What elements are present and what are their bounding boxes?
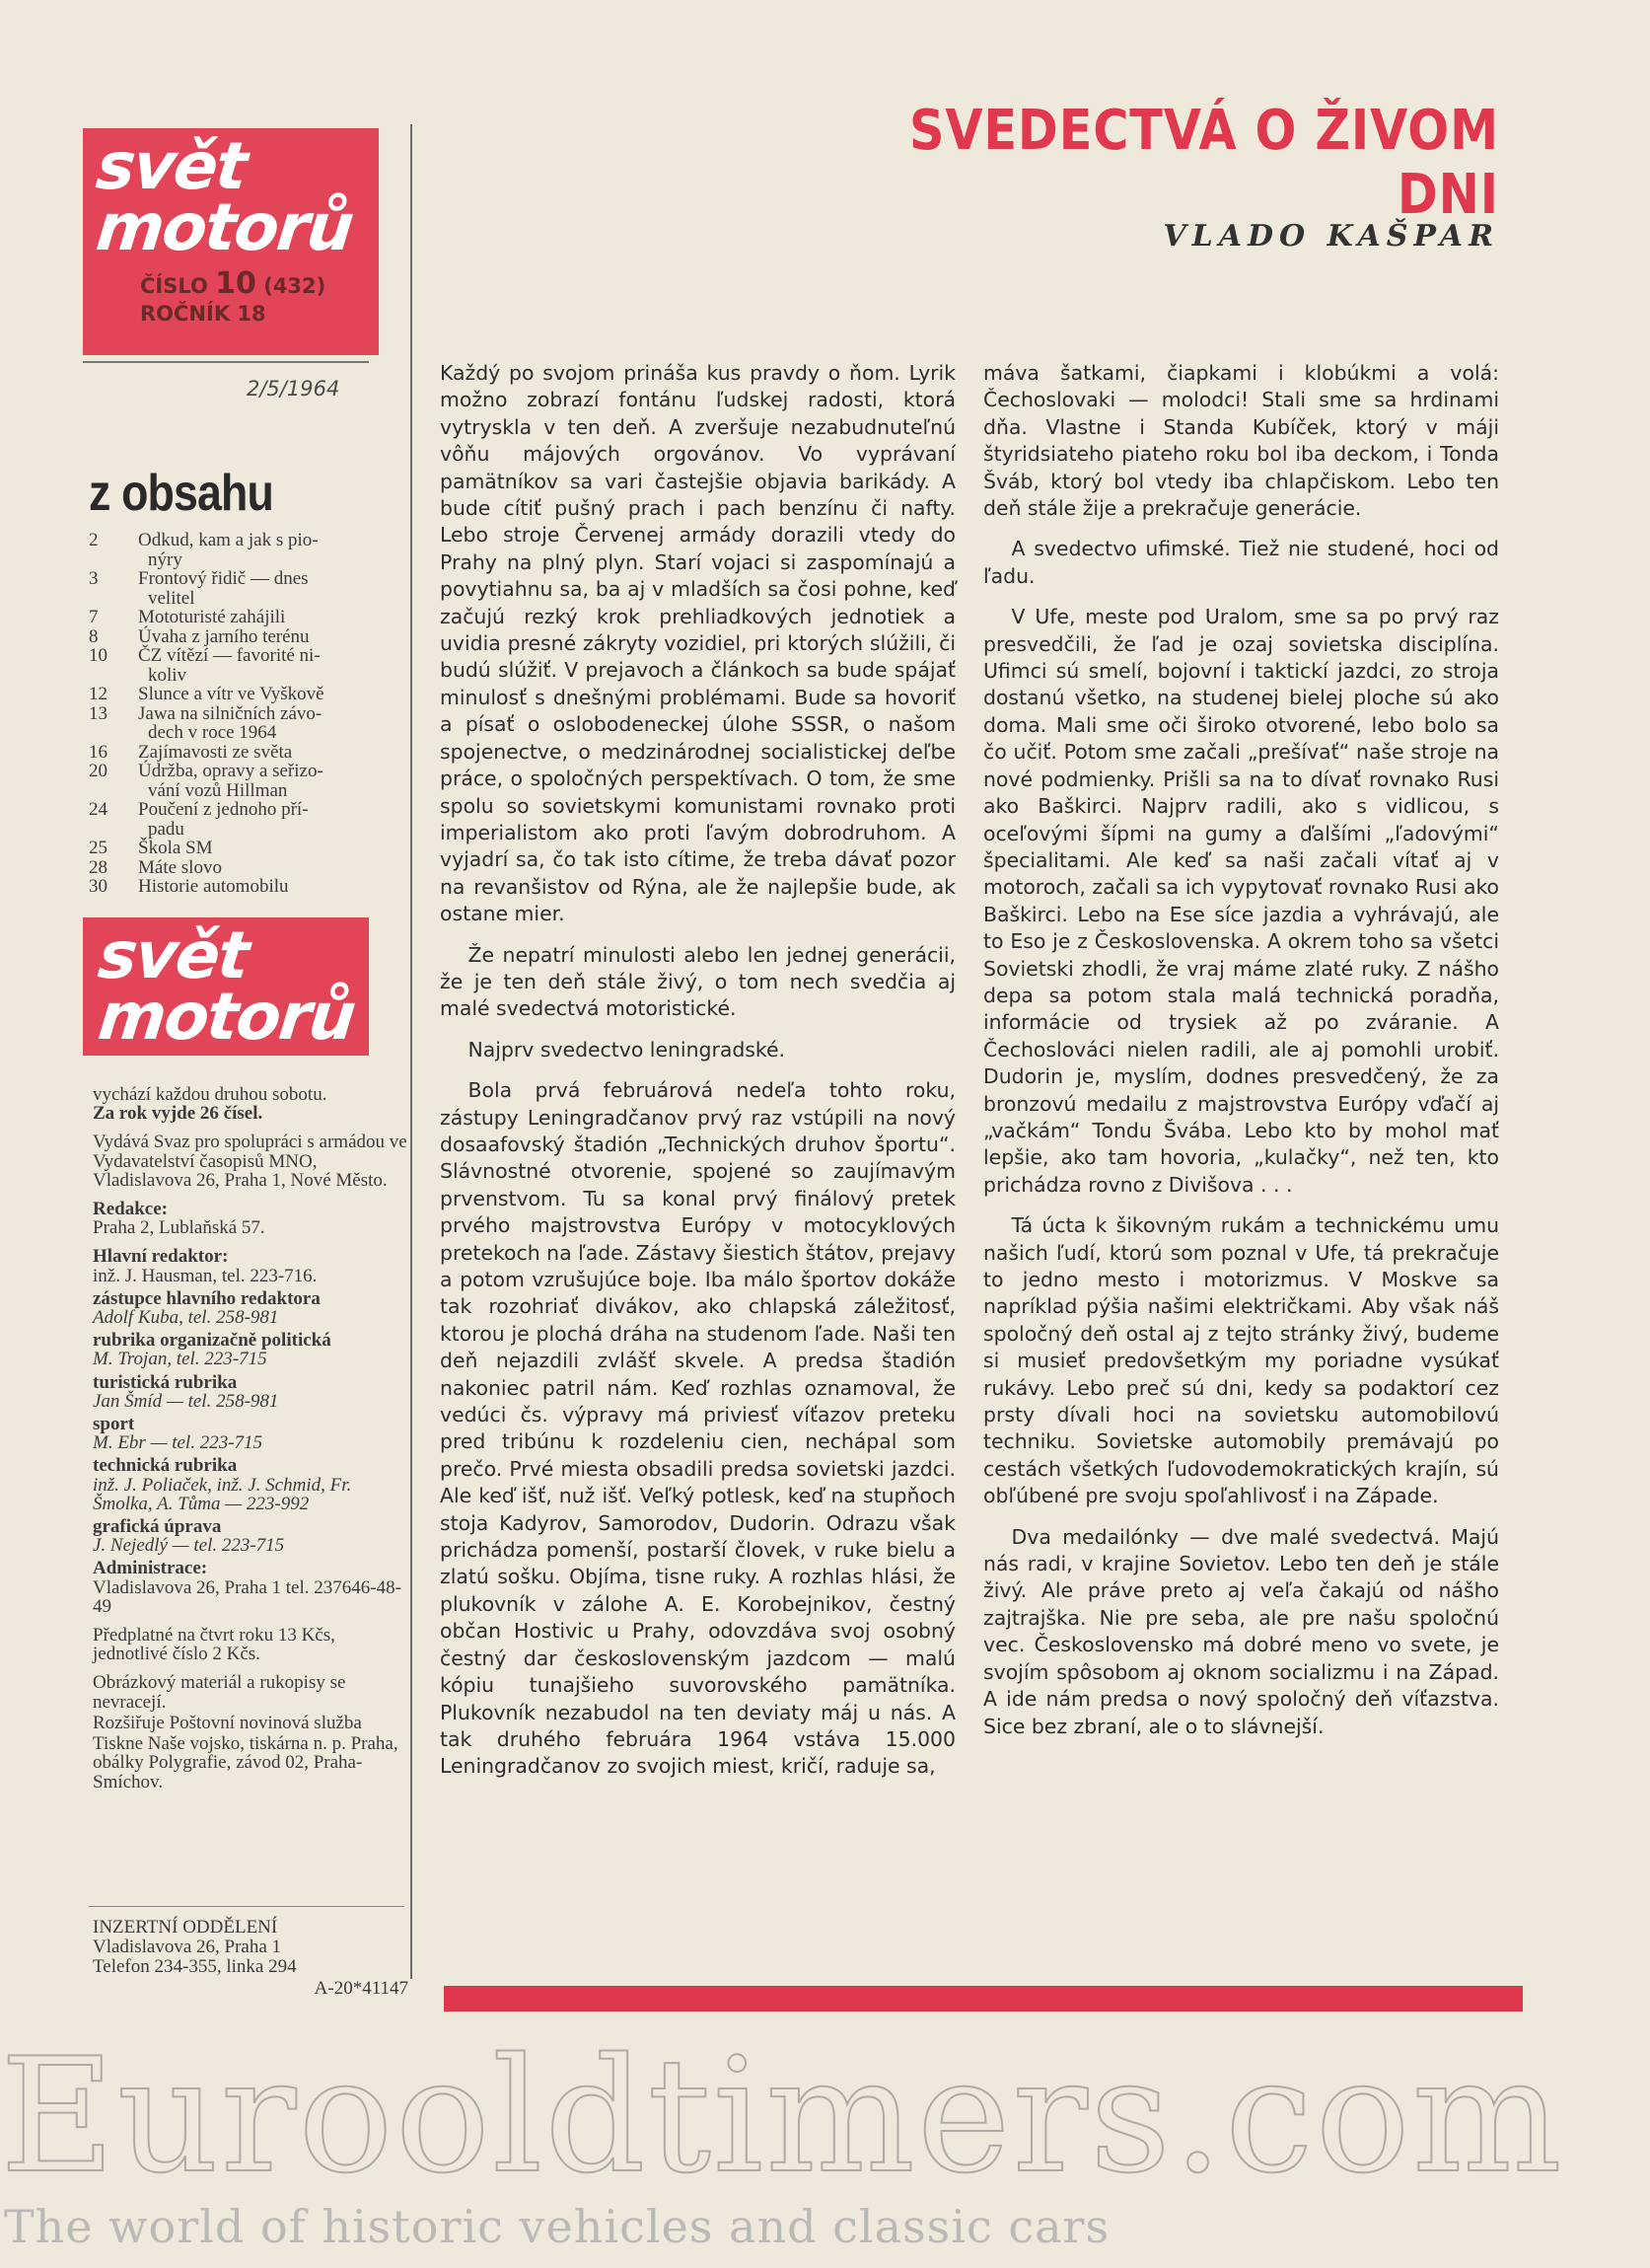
contents-title-text: [138, 646, 404, 685]
paragraph: Najprv svedectvo leningradské.: [467, 1037, 786, 1061]
contents-title-line: Poučení z jednoho pří-: [138, 799, 309, 820]
deputy-label: zástupce hlavního redaktora: [93, 1287, 321, 1309]
contents-page-number: 2: [89, 530, 99, 550]
tech: inž. J. Poliaček, inž. J. Schmid, Fr. Šmolka, A. Tůma — 223-992: [93, 1474, 352, 1514]
contents-item: [89, 627, 404, 647]
contents-title-line: Zajímavosti ze světa: [138, 741, 293, 763]
contents-title-continuation: padu: [148, 818, 184, 840]
contents-page-number: 20: [89, 761, 108, 781]
org: M. Trojan, tel. 223-715: [93, 1349, 267, 1370]
contents-title-line: ČZ vítězí — favorité ni-: [138, 645, 321, 666]
contents-title-text: [138, 685, 404, 704]
issue-info: [140, 266, 365, 328]
contents-title-line: Máte slovo: [138, 856, 222, 878]
contents-page-number: 16: [89, 741, 108, 763]
contents-item: [89, 743, 404, 763]
watermark: Eurooldtimers.com: [0, 2032, 1564, 2200]
ads-department: [93, 1918, 408, 1999]
masthead-logo-small: [83, 917, 369, 1056]
paragraph: máva šatkami, čiapkami i klobúkmi a volá: Čechoslovaki — molodci! Stali sme sa hrdinami dňa. Vlastne i Standa Kubíček, ktorý v máji štyridsiateho piateho roku bol iba deckom, i Tonda Šváb, ktorý bol vtedy iba chlapčiskom. Lebo ten deň stále žije a prekračuje generácie.: [983, 361, 1499, 521]
contents-item: [89, 608, 404, 627]
contents-title-continuation: dech v roce 1964: [148, 722, 277, 743]
contents-title-text: [138, 704, 404, 743]
chief: inž. J. Hausman, tel. 223-716.: [93, 1265, 318, 1286]
contents-title: z obsahu: [89, 465, 273, 522]
admin-label: Administrace:: [93, 1558, 208, 1579]
admin: Vladislavova 26, Praha 1 tel. 237646-48-49: [93, 1576, 401, 1617]
issue-date: 2/5/1964: [247, 377, 340, 401]
contents-title-text: [138, 569, 404, 608]
contents-title-text: [138, 839, 404, 858]
contents-item: [89, 685, 404, 704]
brand-line1: svět: [93, 128, 250, 204]
contents-title-text: [138, 858, 404, 878]
contents-item: [89, 531, 404, 569]
paragraph: Každý po svojom prináša kus pravdy o ňom. Lyrik možno zobrazí fontánu ľudskej radosti, ktorá vytryskla v ten deň. A zveršuje nezabudnuteľnú vôňu májových orgovánov. Vo vyprávaní pamätníkov sa vari častejšie objavia barikády. A bude cítiť pušný prach i pach benzínu či nafty. Lebo stroje Červenej armády dorazili vtedy do Prahy na plný plyn. Starí vojaci si zaspomínajú a povytiahnu sa, ba aj v mladších sa čosi pohne, keď začujú rezký krok prehliadkových jednotiek a uvidia presné zákryty vozidiel, pri ktorých slúžili, či budú slúžiť. V prejavoch a článkoch sa bude spájať minulosť s dnešnými problémami. Bude sa hovoriť a písať o oslobodeneckej úlohe SSSR, o našom spojenectve, o medzinárodnej socialistickej deľbe práce, o spoločných perspektívach. O tom, že sme spolu so sovietskymi komunistami rovnako proti imperialistom ako proti ľavým dobrodruhom. A vyjadrí sa, čo tak isto cítime, že treba dávať pozor na revanšistov od Rýna, ale že najlepšie bude, ak ostane mier.: [440, 361, 956, 926]
contents-title-line: Slunce a vítr ve Vyškově: [138, 684, 324, 704]
contents-title-line: Škola SM: [138, 838, 213, 858]
contents-title-text: [138, 743, 404, 763]
contents-page-number: 25: [89, 838, 108, 858]
contents-item: [89, 858, 404, 878]
red-rule: [444, 1986, 1523, 2012]
subscription: Předplatné na čtvrt roku 13 Kčs, jednotlivé číslo 2 Kčs.: [93, 1625, 335, 1665]
masthead-logo: [83, 128, 379, 355]
contents-title-continuation: vání vozů Hillman: [148, 779, 288, 801]
contents-list: [89, 531, 404, 897]
pictures-note: Obrázkový materiál a rukopisy se nevracejí.: [93, 1672, 346, 1713]
contents-title-line: Jawa na silničních závo-: [138, 702, 323, 724]
tech-label: technická rubrika: [93, 1455, 238, 1477]
contents-page-number: 28: [89, 856, 108, 878]
contents-title-line: Úvaha z jarního terénu: [138, 625, 310, 647]
contents-title-text: [138, 877, 404, 897]
contents-title-continuation: velitel: [148, 587, 195, 609]
issue-number: 10: [215, 266, 256, 301]
imprint-freq: vychází každou druhou sobotu.: [93, 1084, 327, 1105]
paragraph: Dva medailónky — dve malé svedectvá. Majú nás radi, v krajine Sovietov. Lebo ten deň je stále živý. Ale práve preto aj veľa čakajú od nášho zajtrajška. Nie pre seba, ale pre našu spoločnú vec. Československo má dobré meno vo svete, je svojím spôsobom aj oknom socializmu i na Západ. A ide nám predsa o nový spoločný deň víťazstva. Sice bez zbraní, ale o to slávnejší.: [983, 1524, 1499, 1738]
graphic-label: grafická úprava: [93, 1516, 222, 1538]
brand-line1: svět: [95, 917, 251, 993]
contents-page-number: 3: [89, 568, 99, 589]
graphic: J. Nejedlý — tel. 223-715: [93, 1535, 285, 1557]
contents-item: [89, 704, 404, 743]
tour: Jan Šmíd — tel. 258-981: [93, 1390, 279, 1412]
tour-label: turistická rubrika: [93, 1371, 238, 1393]
brand-line2: motorů: [93, 189, 356, 265]
contents-title-text: [138, 800, 404, 839]
contents-title-text: [138, 627, 404, 647]
contents-item: [89, 646, 404, 685]
contents-page-number: 12: [89, 684, 108, 704]
contents-item: [89, 839, 404, 858]
article-author: VLADO KAŠPAR: [1163, 219, 1499, 254]
editorial: Praha 2, Lublaňská 57.: [93, 1217, 265, 1239]
article-column-1: [440, 360, 956, 1794]
contents-title-continuation: koliv: [148, 664, 187, 686]
ads-title: INZERTNÍ ODDĚLENÍ: [93, 1917, 278, 1938]
paragraph: Tá úcta k šikovným rukám a technickému umu našich ľudí, ktorú som poznal v Ufe, tá prekračuje to jedno mesto i motorizmus. V Moskve sa napríklad pýšia našimi električkami. Aby však náš spoločný deň ostal aj z tejto stránky živý, budeme si musieť predovšetkým my poriadne vysúkať rukávy. Lebo preč sú dni, kedy sa podaktorí cez prsty dívali hoci na sovietsku automobilovú techniku. Sovietske automobily premávajú po cestách všetkých ľudovodemokratických krajín, sú obľúbené pre svoju spoľahlivosť i na Západe.: [983, 1213, 1499, 1508]
divider: [89, 1906, 404, 1907]
sport: M. Ebr — tel. 223-715: [93, 1432, 263, 1454]
article-column-2: [983, 360, 1499, 1754]
contents-page-number: 30: [89, 876, 108, 897]
contents-page-number: 8: [89, 625, 99, 647]
chief-label: Hlavní redaktor:: [93, 1246, 229, 1268]
contents-item: [89, 877, 404, 897]
divider: [83, 361, 369, 363]
article-headline: SVEDECTVÁ O ŽIVOM DNI: [908, 99, 1499, 227]
contents-title-line: Frontový řidič — dnes: [138, 568, 309, 589]
paragraph: Bola prvá februárová nedeľa tohto roku, zástupy Leningradčanov prvý raz vstúpili na nový dosaafovský štadión „Technických druhov športu“. Slávnostné otvorenie, spojené so zaujímavým prvenstvom. Tu sa konal prvý finálový pretek prvého majstrovstva Európy v motocyklových pretekoch na ľade. Zástavy šiestich štátov, prejavy a potom vzrušujúce boje. Iba málo športov dokáže tak rozohriať divákov, ako chlapská záležitosť, ktorou je plochá dráha na studenom ľade. Naši ten deň nejazdili zvlášť skvele. A predsa štadión nakoniec patril nám. Keď rozhlas oznamoval, že vedúci čs. výpravy má priviesť víťazov preteku pred tribúnu k rozdeleniu cien, nechápal som prečo. Prvé miesta obsadili predsa sovietski jazdci. Ale keď išť, nuž išť. Veľký potlesk, keď na stupňoch stoja Kadyrov, Samorodov, Dudorin. Odrazu však prichádza pomenší, postarší človek, v ruke bielu a zlatú sošku. Objíma, tisne ruky. A rozhlas hlási, že plukovník v zálohe A. E. Korobejnikov, čestný občan Hostivic u Prahy, odovzdáva svoj osobný čestný dar československým jazdcom — malú kópiu tunajšieho suvorovského pamätníka. Plukovník nezabudol na ten deviaty máj u nás. A tak druhého februára 1964 vstáva 15.000 Leningradčanov zo svojich miest, kričí, raduje sa,: [440, 1078, 956, 1779]
watermark-tagline: The world of historic vehicles and classic cars: [4, 2200, 1111, 2253]
sport-label: sport: [93, 1414, 135, 1435]
contents-title-line: Údržba, opravy a seřizo-: [138, 761, 323, 781]
brand-line2: motorů: [95, 979, 358, 1055]
org-label: rubrika organizačně politická: [93, 1330, 331, 1352]
print-code: A-20*41147: [314, 1978, 408, 1999]
contents-title-line: Mototuristé zahájili: [138, 607, 286, 627]
distribution: Rozšiřuje Poštovní novinová služba: [93, 1712, 362, 1733]
contents-page-number: 13: [89, 702, 108, 724]
imprint-publisher: Vydává Svaz pro spolupráci s armádou ve Vydavatelství časopisů MNO, Vladislavova 26, Praha 1, Nové Město.: [93, 1132, 407, 1191]
paragraph: A svedectvo ufimské. Tiež nie studené, hoci od ľadu.: [983, 537, 1499, 588]
contents-title-text: [138, 531, 404, 569]
contents-page-number: 24: [89, 799, 108, 820]
deputy: Adolf Kuba, tel. 258-981: [93, 1307, 279, 1329]
contents-item: [89, 762, 404, 800]
ads-phone: Telefon 234-355, linka 294: [93, 1956, 297, 1977]
issue-total: (432): [263, 274, 326, 298]
issue-label: ČÍSLO: [140, 274, 208, 298]
imprint-per-year: Za rok vyjde 26 čísel.: [93, 1103, 263, 1125]
contents-page-number: 10: [89, 645, 108, 666]
contents-title-line: Historie automobilu: [138, 876, 289, 897]
printer: Tiskne Naše vojsko, tiskárna n. p. Praha, obálky Polygrafie, závod 02, Praha-Smíchov.: [93, 1733, 398, 1792]
contents-item: [89, 569, 404, 608]
volume: ROČNÍK 18: [140, 302, 266, 326]
column-rule: [410, 124, 412, 1979]
editorial-label: Redakce:: [93, 1199, 168, 1220]
ads-address: Vladislavova 26, Praha 1: [93, 1937, 282, 1957]
contents-item: [89, 800, 404, 839]
paragraph: V Ufe, meste pod Uralom, sme sa po prvý raz presvedčili, že ľad je ozaj sovietska disciplína. Ufimci sú smelí, bojovní i taktickí jazdci, zo stroja dostanú všetko, na studenej bielej ploche sú ako doma. Mali sme oči široko otvorené, lebo bolo sa čo učiť. Potom sme začali „prešívať“ naše stroje na nové podmienky. Prišli sa na to dívať rovnako Rusi ako Baškirci. Najprv radili, ako s vidlicou, s oceľovými šípmi na gumy a ďalšími „ľadovými“ špecialitami. Ale keď sa naši začali vítať aj v motoroch, začali sa ich vypytovať rovnako Rusi ako Baškirci. Lebo na Ese síce jazdia a vyhrávajú, ale to Eso je z Československa. A okrem toho sa všetci Sovietski zhodli, že vraj máme zlaté ruky. Z nášho depa sa potom stala malá technická poradňa, informácie od trysiek až po zváranie. A Čechoslováci nielen radili, ale aj pomohli urobiť. Dudorin je, myslím, dodnes presvedčený, že za bronzovú medailu z majstrovstva Európy vďačí aj „vačkám“ Tondu Švába. Lebo kto by mohol mať lepšie, ako tam hovoria, „kulačky“, než ten, kto prichádza rovno z Divišova . . .: [983, 605, 1499, 1197]
contents-title-text: [138, 608, 404, 627]
contents-title-continuation: nýry: [148, 549, 182, 570]
contents-title-line: Odkud, kam a jak s pio-: [138, 530, 319, 550]
contents-title-text: [138, 762, 404, 800]
paragraph: Že nepatrí minulosti alebo len jednej generácii, že je ten deň stále živý, o tom nech svedčia aj malé svedectvá motoristické.: [440, 942, 956, 1021]
contents-page-number: 7: [89, 607, 99, 627]
imprint: [93, 1085, 408, 1801]
